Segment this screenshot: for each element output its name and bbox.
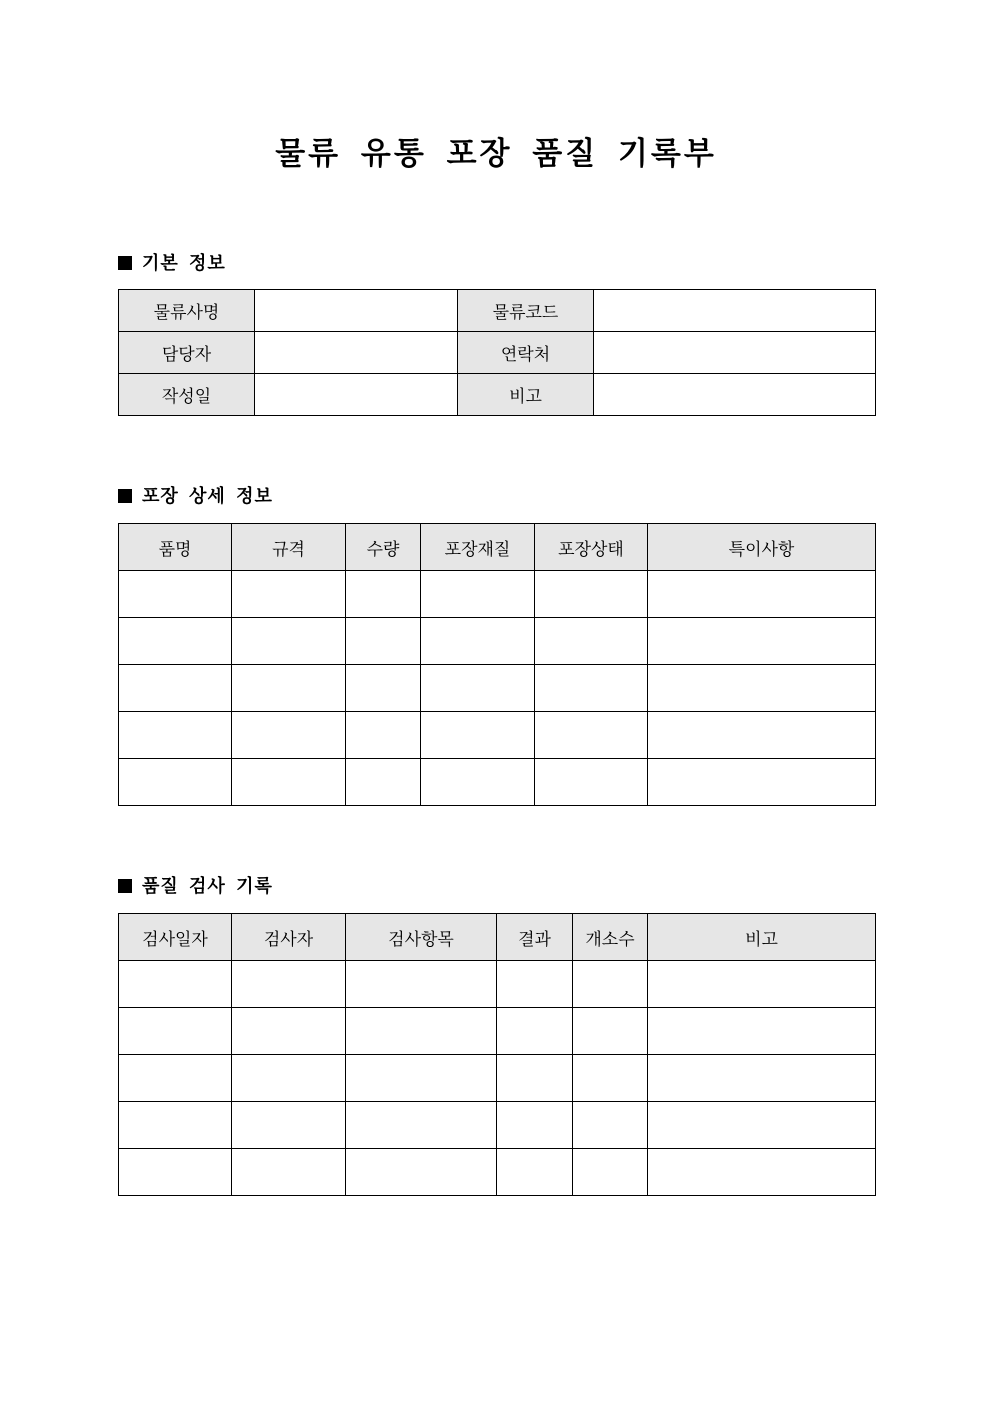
section-heading-inspection [118,875,273,899]
inspection-cell[interactable] [346,961,497,1008]
inspection-table-row [119,961,876,1008]
basic-value-field[interactable] [255,332,458,374]
packaging-table-row [119,665,876,712]
basic-info-row [119,290,876,332]
inspection-cell[interactable] [119,1149,232,1196]
inspection-cell[interactable] [648,1008,876,1055]
basic-label: 연락처 [458,332,594,374]
section-heading-packaging [118,485,273,509]
inspection-cell[interactable] [497,961,573,1008]
packaging-column-header: 특이사항 [648,524,876,571]
inspection-cell[interactable] [573,961,648,1008]
packaging-detail-table [118,523,876,806]
section-heading-basic-label: 기본 정보 [142,253,226,274]
basic-label: 비고 [458,374,594,416]
square-bullet-icon [118,489,132,503]
document-title: 물류 유통 포장 품질 기록부 [275,136,717,172]
packaging-cell[interactable] [232,712,346,759]
inspection-cell[interactable] [497,1149,573,1196]
inspection-cell[interactable] [346,1008,497,1055]
inspection-table-row [119,1149,876,1196]
packaging-cell[interactable] [648,571,876,618]
packaging-table-row [119,759,876,806]
inspection-cell[interactable] [119,1008,232,1055]
inspection-cell[interactable] [232,1102,346,1149]
packaging-table-row [119,618,876,665]
packaging-cell[interactable] [232,665,346,712]
packaging-column-header: 수량 [346,524,421,571]
basic-value-field[interactable] [594,290,876,332]
basic-value-field[interactable] [255,290,458,332]
inspection-cell[interactable] [232,1055,346,1102]
inspection-cell[interactable] [573,1149,648,1196]
square-bullet-icon [118,256,132,270]
packaging-cell[interactable] [119,665,232,712]
packaging-cell[interactable] [421,571,535,618]
inspection-cell[interactable] [648,961,876,1008]
inspection-cell[interactable] [497,1102,573,1149]
basic-label: 물류코드 [458,290,594,332]
inspection-column-header: 결과 [497,914,573,961]
basic-value-field[interactable] [594,374,876,416]
basic-info-row [119,332,876,374]
packaging-cell[interactable] [232,618,346,665]
inspection-column-header: 검사자 [232,914,346,961]
packaging-header-row [119,524,876,571]
packaging-cell[interactable] [648,665,876,712]
inspection-table-row [119,1055,876,1102]
inspection-cell[interactable] [648,1055,876,1102]
packaging-cell[interactable] [421,665,535,712]
inspection-cell[interactable] [346,1102,497,1149]
packaging-cell[interactable] [346,759,421,806]
inspection-table-row [119,1008,876,1055]
inspection-cell[interactable] [232,1008,346,1055]
packaging-cell[interactable] [346,618,421,665]
inspection-cell[interactable] [119,961,232,1008]
square-bullet-icon [118,879,132,893]
packaging-cell[interactable] [346,571,421,618]
packaging-cell[interactable] [421,712,535,759]
inspection-header-row [119,914,876,961]
packaging-column-header: 품명 [119,524,232,571]
packaging-cell[interactable] [119,618,232,665]
inspection-column-header: 검사일자 [119,914,232,961]
inspection-column-header: 개소수 [573,914,648,961]
basic-value-field[interactable] [594,332,876,374]
packaging-cell[interactable] [535,618,648,665]
packaging-cell[interactable] [119,759,232,806]
packaging-table-row [119,571,876,618]
packaging-cell[interactable] [346,712,421,759]
inspection-cell[interactable] [648,1149,876,1196]
inspection-column-header: 검사항목 [346,914,497,961]
inspection-cell[interactable] [573,1102,648,1149]
inspection-cell[interactable] [346,1055,497,1102]
packaging-cell[interactable] [232,759,346,806]
inspection-table-row [119,1102,876,1149]
packaging-cell[interactable] [421,618,535,665]
inspection-cell[interactable] [648,1102,876,1149]
inspection-cell[interactable] [119,1102,232,1149]
packaging-column-header: 규격 [232,524,346,571]
section-heading-inspection-label: 품질 검사 기록 [142,876,273,897]
section-heading-basic [118,252,226,276]
basic-info-table [118,289,876,416]
inspection-column-header: 비고 [648,914,876,961]
basic-label: 물류사명 [119,290,255,332]
packaging-cell[interactable] [232,571,346,618]
packaging-column-header: 포장재질 [421,524,535,571]
inspection-cell[interactable] [119,1055,232,1102]
inspection-cell[interactable] [232,961,346,1008]
packaging-cell[interactable] [535,712,648,759]
packaging-table-row [119,712,876,759]
packaging-cell[interactable] [119,712,232,759]
section-heading-packaging-label: 포장 상세 정보 [142,486,273,507]
packaging-cell[interactable] [346,665,421,712]
basic-info-row [119,374,876,416]
basic-value-field[interactable] [255,374,458,416]
inspection-cell[interactable] [497,1055,573,1102]
packaging-cell[interactable] [648,712,876,759]
packaging-cell[interactable] [421,759,535,806]
inspection-cell[interactable] [573,1055,648,1102]
quality-inspection-table [118,913,876,1196]
packaging-cell[interactable] [648,618,876,665]
packaging-cell[interactable] [535,759,648,806]
inspection-cell[interactable] [232,1149,346,1196]
inspection-cell[interactable] [573,1008,648,1055]
inspection-cell[interactable] [346,1149,497,1196]
packaging-column-header: 포장상태 [535,524,648,571]
packaging-cell[interactable] [648,759,876,806]
basic-label: 작성일 [119,374,255,416]
inspection-cell[interactable] [497,1008,573,1055]
basic-label: 담당자 [119,332,255,374]
packaging-cell[interactable] [119,571,232,618]
packaging-cell[interactable] [535,571,648,618]
packaging-cell[interactable] [535,665,648,712]
